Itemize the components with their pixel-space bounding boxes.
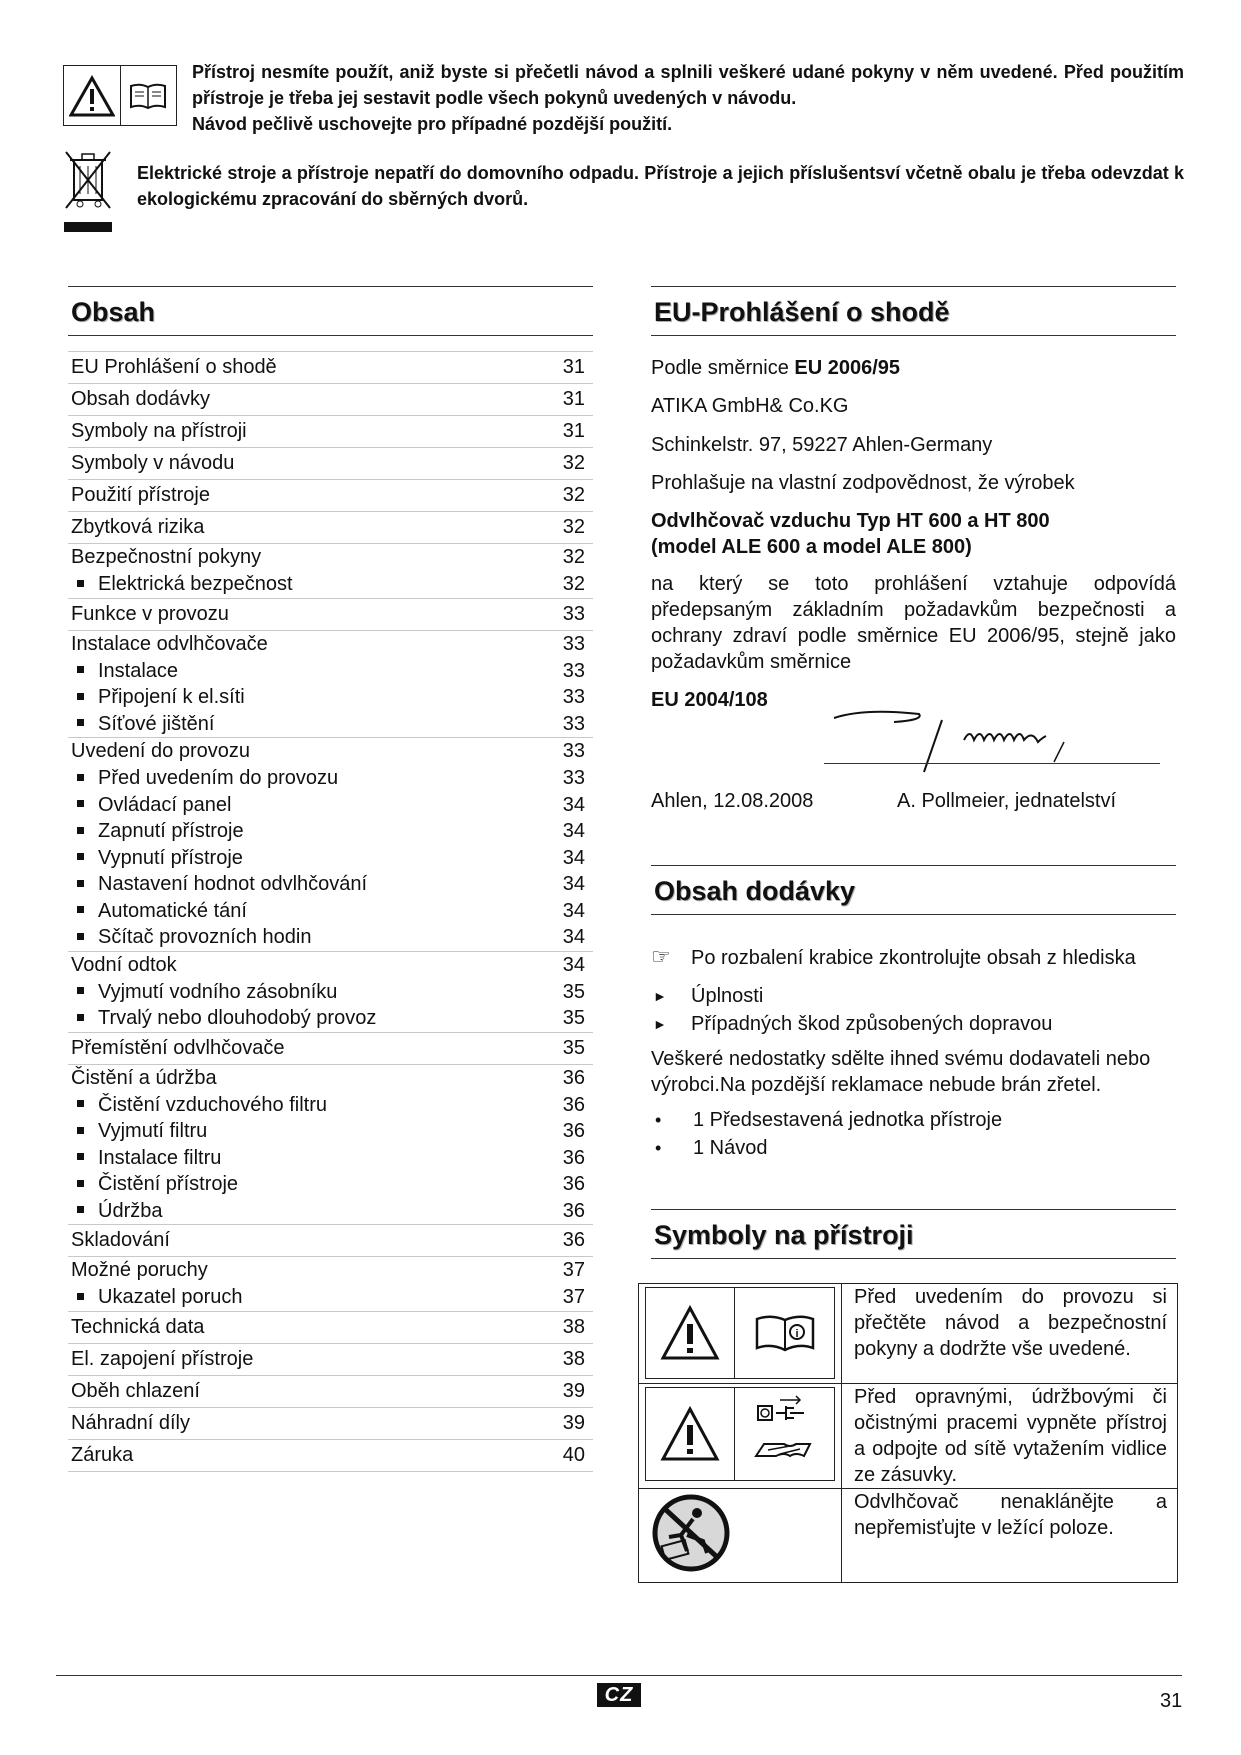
square-bullet-icon [77, 1014, 84, 1021]
bullet-icon: • [655, 1110, 662, 1130]
toc-subentry[interactable] [68, 1171, 593, 1198]
table-row [639, 1489, 1178, 1583]
toc-subentry[interactable] [68, 1118, 593, 1145]
toc-subentry-page: 36 [562, 1120, 585, 1142]
toc-entry-page: 33 [562, 602, 585, 625]
square-bullet-icon [77, 693, 84, 700]
signature-line [824, 763, 1160, 764]
toc-entry-label: Náhradní díly [71, 1411, 190, 1434]
toc-entry[interactable] [68, 1376, 593, 1407]
toc-group [68, 1256, 593, 1311]
manual-book-icon [121, 66, 177, 125]
list-item [651, 982, 1176, 1010]
toc-group [68, 415, 593, 447]
toc-subentry-page: 36 [562, 1093, 585, 1116]
square-bullet-icon [77, 933, 84, 940]
toc-subentry-label: Údržba [98, 1199, 163, 1222]
toc-entry-label: Oběh chlazení [71, 1379, 200, 1402]
toc-entry[interactable] [68, 1408, 593, 1439]
toc-subentry-label: Instalace filtru [98, 1146, 222, 1169]
square-bullet-icon [77, 1293, 84, 1300]
square-bullet-icon [77, 1153, 84, 1160]
toc-subentry-page: 35 [562, 1007, 585, 1029]
directive: EU 2006/95 [794, 357, 901, 379]
toc-group [68, 737, 593, 951]
toc-subentry[interactable] [68, 1092, 593, 1119]
company: ATIKA GmbH& Co.KG [651, 395, 849, 417]
toc-subentry-page: 36 [562, 1146, 585, 1169]
toc-group [68, 1064, 593, 1225]
toc-entry-label: Uvedení do provozu [71, 740, 251, 762]
toc-subentry-label: Před uvedením do provozu [98, 767, 339, 789]
toc-entry[interactable] [68, 1344, 593, 1375]
toc-subentry-label: Zapnutí přístroje [98, 820, 244, 842]
toc-entry-label: EU Prohlášení o shodě [71, 356, 277, 378]
square-bullet-icon [77, 1206, 84, 1213]
toc-entry-label: Přemístění odvlhčovače [71, 1036, 285, 1059]
toc-subentry[interactable] [68, 1198, 593, 1225]
toc-entry[interactable] [68, 599, 593, 630]
toc-group [68, 1224, 593, 1256]
toc-entry[interactable] [68, 1440, 593, 1471]
toc-entry-page: 39 [562, 1379, 585, 1402]
toc-entry-label: Možné poruchy [71, 1259, 208, 1281]
symbol-text: Před uvedením do provozu si přečtěte návod a bezpečnostní pokyny a dodržte vše uvedené. [842, 1284, 1178, 1384]
warning-line: Návod pečlivě uschovejte pro případné pozdější použití. [192, 114, 673, 134]
square-bullet-icon [77, 1180, 84, 1187]
toc-subentry[interactable] [68, 1145, 593, 1172]
toc-entry-page: 31 [562, 420, 585, 442]
pointing-hand-icon: ☞ [651, 944, 671, 969]
toc-subentry[interactable] [68, 871, 593, 898]
bullet-icon: • [655, 1138, 662, 1158]
delivery-contents [651, 944, 1176, 1162]
toc-entry-label: Obsah dodávky [71, 388, 210, 410]
eu-declaration [651, 355, 1176, 713]
toc-entry-page: 32 [562, 484, 585, 506]
warning-line: Přístroj nesmíte použít, aniž byste si přečetli návod a splnili veškeré udané pokyny v něm uvedené. Před použitím přístroje je třeba jej sestavit podle všech pokynů uvedených v návodu. [192, 62, 1184, 108]
toc-entry[interactable] [68, 1257, 593, 1284]
square-bullet-icon [77, 987, 84, 994]
toc-subentry[interactable] [68, 898, 593, 925]
check-text: Po rozbalení krabice zkontrolujte obsah z hlediska [691, 947, 1136, 969]
square-bullet-icon [77, 906, 84, 913]
toc-subentry[interactable] [68, 792, 593, 819]
toc-subentry-page: 34 [562, 793, 585, 816]
toc-group [68, 1343, 593, 1375]
notice-text: Veškeré nedostatky sdělte ihned svému dodavateli nebo výrobci.Na pozdější reklamace nebude brán zřetel. [651, 1048, 1151, 1096]
check-item: Úplnosti [691, 985, 764, 1007]
delivery-title: Obsah dodávky [654, 876, 856, 906]
table-row [639, 1384, 1178, 1489]
conformity-text: na který se toto prohlášení vztahuje odpovídá předepsaným základním požadavkům bezpečnosti a ochrany zdraví podle směrnice EU 2006/95, stejně jako požadavkům směrnice [651, 573, 1176, 673]
toc-entry-label: Zbytková rizika [71, 516, 205, 538]
toc-entry-page: 34 [562, 953, 585, 976]
symbol-image-cell [639, 1489, 842, 1583]
toc-subentry-label: Vypnutí přístroje [98, 846, 243, 869]
toc-subentry-label: Elektrická bezpečnost [98, 573, 293, 595]
toc-subentry-page: 34 [562, 899, 585, 922]
toc-entry-page: 36 [562, 1229, 585, 1251]
toc-group [68, 598, 593, 630]
toc-entry-page: 39 [562, 1411, 585, 1434]
toc-entry-label: Funkce v provozu [71, 602, 229, 625]
toc-entry[interactable] [68, 1312, 593, 1343]
footer-divider [56, 1675, 1182, 1676]
toc-entry[interactable] [68, 1065, 593, 1092]
toc-entry[interactable] [68, 544, 593, 571]
toc-group [68, 351, 593, 383]
toc-group [68, 1439, 593, 1472]
toc-subentry[interactable] [68, 1005, 593, 1032]
square-bullet-icon [77, 719, 84, 726]
list-item [651, 1010, 1176, 1038]
page-number: 31 [1160, 1690, 1183, 1712]
toc-subentry-label: Čistění vzduchového filtru [98, 1093, 328, 1116]
toc-subentry-page: 32 [562, 573, 585, 595]
toc-entry[interactable] [68, 631, 593, 658]
toc-entry-page: 31 [562, 356, 585, 378]
table-of-contents [68, 351, 593, 1472]
toc-subentry-page: 33 [562, 712, 585, 735]
toc-subentry[interactable] [68, 1284, 593, 1311]
symbol-text: Odvlhčovač nenaklánějte a nepřemisťujte v ležící poloze. [842, 1489, 1178, 1583]
toc-group [68, 479, 593, 511]
toc-entry-page: 33 [562, 740, 585, 762]
unplug-icon [645, 1387, 835, 1481]
symbol-image-cell [639, 1384, 842, 1489]
arrow-bullet-icon: ► [653, 988, 667, 1004]
warning-manual-symbol [63, 65, 177, 126]
toc-subentry-label: Automatické tání [98, 899, 247, 922]
square-bullet-icon [77, 1100, 84, 1107]
toc-group [68, 511, 593, 543]
toc-entry-label: Skladování [71, 1229, 170, 1251]
toc-entry[interactable] [68, 952, 593, 979]
disposal-warning: Elektrické stroje a přístroje nepatří do domovního odpadu. Přístroje a jejich příslušentsví včetně obalu je třeba odevzdat k ekologickému zpracování do sběrných dvorů. [137, 163, 1184, 209]
toc-subentry-page: 34 [562, 926, 585, 948]
toc-subentry-page: 34 [562, 873, 585, 895]
crossed-bin-icon [60, 148, 116, 236]
toc-entry-label: Bezpečnostní pokyny [71, 546, 262, 568]
toc-group [68, 630, 593, 738]
toc-group [68, 1032, 593, 1064]
toc-entry-page: 32 [562, 452, 585, 474]
square-bullet-icon [77, 666, 84, 673]
toc-entry[interactable] [68, 1225, 593, 1256]
toc-subentry-label: Síťové jištění [98, 712, 215, 735]
symbols-table [638, 1283, 1178, 1583]
toc-entry-label: Použití přístroje [71, 484, 210, 506]
toc-entry-page: 36 [562, 1066, 585, 1089]
toc-group [68, 383, 593, 415]
toc-subentry-label: Čistění přístroje [98, 1173, 239, 1195]
toc-subentry-page: 33 [562, 767, 585, 789]
toc-entry-label: Technická data [71, 1315, 205, 1338]
list-item [651, 1106, 1176, 1134]
toc-subentry[interactable] [68, 818, 593, 845]
toc-subentry-label: Ovládací panel [98, 793, 232, 816]
square-bullet-icon [77, 827, 84, 834]
toc-subentry-label: Nastavení hodnot odvlhčování [98, 873, 368, 895]
toc-entry-page: 32 [562, 516, 585, 538]
toc-entry[interactable] [68, 480, 593, 511]
delivery-item: 1 Předsestavená jednotka přístroje [693, 1109, 1003, 1131]
directive-prefix: Podle směrnice [651, 357, 795, 379]
square-bullet-icon [77, 800, 84, 807]
toc-entry-label: Symboly na přístroji [71, 420, 247, 442]
toc-heading [68, 286, 593, 336]
toc-entry[interactable] [68, 1033, 593, 1064]
toc-subentry-label: Trvalý nebo dlouhodobý provoz [98, 1007, 377, 1029]
toc-entry-page: 37 [562, 1259, 585, 1281]
toc-entry-label: Záruka [71, 1443, 134, 1466]
toc-group [68, 543, 593, 598]
toc-subentry[interactable] [68, 684, 593, 711]
symbols-heading [651, 1209, 1176, 1259]
square-bullet-icon [77, 774, 84, 781]
toc-entry-label: Čistění a údržba [71, 1066, 217, 1089]
warning-manual-icon [645, 1287, 835, 1379]
toc-subentry-page: 36 [562, 1173, 585, 1195]
toc-subentry[interactable] [68, 711, 593, 738]
toc-subentry-label: Sčítač provozních hodin [98, 926, 312, 948]
product-line2: (model ALE 600 a model ALE 800) [651, 536, 972, 558]
check-item: Případných škod způsobených dopravou [691, 1013, 1053, 1035]
toc-entry-page: 38 [562, 1347, 585, 1370]
toc-subentry[interactable] [68, 658, 593, 685]
toc-entry-page: 40 [562, 1443, 585, 1466]
signature [824, 700, 1164, 780]
toc-subentry-page: 37 [562, 1286, 585, 1308]
no-tilt-icon [647, 1493, 833, 1578]
toc-title: Obsah [71, 297, 156, 327]
toc-subentry-label: Vyjmutí filtru [98, 1120, 208, 1142]
declares: Prohlašuje na vlastní zodpovědnost, že výrobek [651, 472, 1075, 494]
toc-entry[interactable] [68, 416, 593, 447]
square-bullet-icon [77, 1127, 84, 1134]
signer: A. Pollmeier, jednatelství [897, 790, 1116, 812]
toc-entry[interactable] [68, 512, 593, 543]
toc-entry-page: 35 [562, 1036, 585, 1059]
toc-subentry-label: Instalace [98, 659, 179, 682]
product-line1: Odvlhčovač vzduchu Typ HT 600 a HT 800 [651, 510, 1050, 532]
toc-entry-label: Vodní odtok [71, 953, 177, 976]
toc-entry[interactable] [68, 352, 593, 383]
toc-group [68, 447, 593, 479]
arrow-bullet-icon: ► [653, 1016, 667, 1032]
toc-group [68, 1375, 593, 1407]
toc-subentry-page: 34 [562, 820, 585, 842]
warning-triangle-icon [64, 66, 121, 125]
read-manual-warning [192, 59, 1184, 137]
toc-subentry-label: Připojení k el.síti [98, 686, 245, 708]
toc-entry-label: Symboly v návodu [71, 452, 235, 474]
declaration-date: Ahlen, 12.08.2008 [651, 790, 814, 812]
toc-subentry[interactable] [68, 979, 593, 1006]
symbol-image-cell [639, 1284, 842, 1384]
symbol-text: Před opravnými, údržbovými či očistnými pracemi vypněte přístroj a odpojte od sítě vytažením vidlice ze zásuvky. [842, 1384, 1178, 1489]
toc-subentry[interactable] [68, 765, 593, 792]
toc-entry-page: 38 [562, 1315, 585, 1338]
list-item [651, 1134, 1176, 1162]
toc-group [68, 1407, 593, 1439]
address: Schinkelstr. 97, 59227 Ahlen-Germany [651, 434, 993, 456]
toc-subentry-label: Ukazatel poruch [98, 1286, 243, 1308]
toc-group [68, 951, 593, 1032]
toc-entry-page: 31 [562, 388, 585, 410]
toc-entry-page: 32 [562, 546, 585, 568]
toc-subentry[interactable] [68, 845, 593, 872]
table-row [639, 1284, 1178, 1384]
toc-subentry-page: 33 [562, 686, 585, 708]
toc-entry[interactable] [68, 738, 593, 765]
square-bullet-icon [77, 853, 84, 860]
toc-subentry-page: 33 [562, 659, 585, 682]
toc-subentry[interactable] [68, 571, 593, 598]
toc-entry[interactable] [68, 448, 593, 479]
toc-subentry-page: 34 [562, 846, 585, 869]
toc-subentry-label: Vyjmutí vodního zásobníku [98, 980, 338, 1003]
language-badge: CZ [597, 1683, 641, 1707]
toc-subentry-page: 35 [562, 980, 585, 1003]
square-bullet-icon [77, 880, 84, 887]
svg-text:i: i [794, 1328, 799, 1340]
toc-group [68, 1311, 593, 1343]
toc-entry-label: El. zapojení přístroje [71, 1347, 254, 1370]
toc-entry[interactable] [68, 384, 593, 415]
symbols-title: Symboly na přístroji [654, 1220, 914, 1250]
delivery-item: 1 Návod [693, 1137, 768, 1159]
toc-subentry[interactable] [68, 924, 593, 951]
eu-title: EU-Prohlášení o shodě [654, 297, 950, 327]
eu-heading [651, 286, 1176, 336]
toc-entry-page: 33 [562, 632, 585, 655]
toc-subentry-page: 36 [562, 1199, 585, 1222]
directive2: EU 2004/108 [651, 689, 768, 711]
delivery-heading [651, 865, 1176, 915]
toc-entry-label: Instalace odvlhčovače [71, 632, 268, 655]
square-bullet-icon [77, 580, 84, 587]
